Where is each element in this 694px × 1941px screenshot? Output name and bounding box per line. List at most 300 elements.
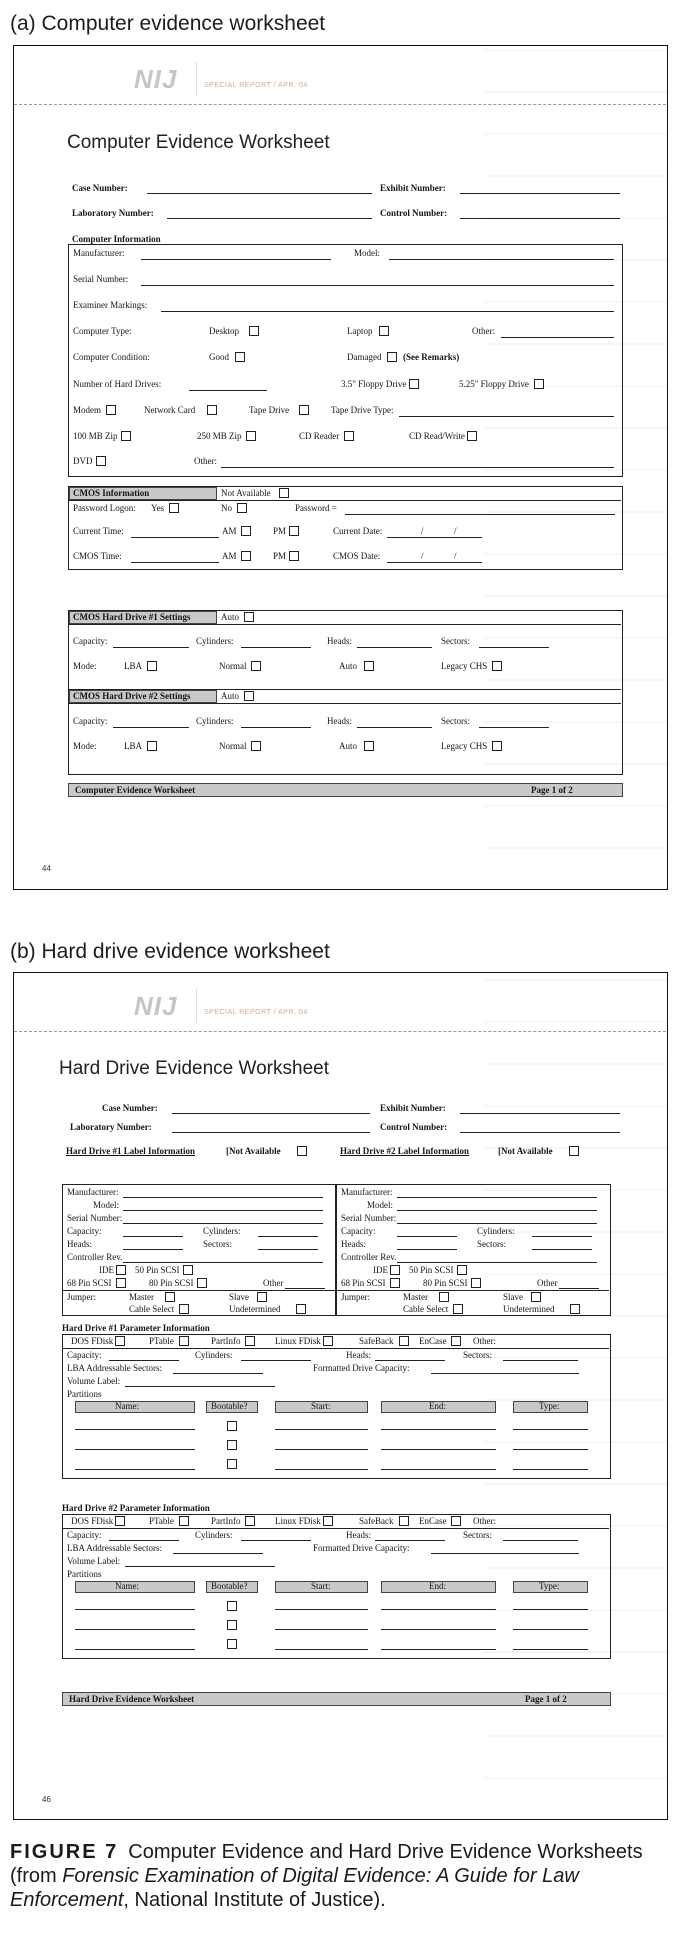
cmos-pm-checkbox[interactable]: [289, 551, 299, 561]
cmos-not-available-label: Not Available: [221, 488, 271, 498]
damaged-label: Damaged: [347, 352, 382, 362]
page-number: 46: [42, 1795, 51, 1804]
hd2-capacity-field[interactable]: [113, 727, 189, 728]
worksheet-title: Hard Drive Evidence Worksheet: [59, 1058, 329, 1079]
p2-sectors-field[interactable]: [503, 1540, 578, 1541]
hd1-cylinders-label: Cylinders:: [196, 636, 234, 646]
hd2-capacity-field[interactable]: [397, 1236, 457, 1237]
p2-encase-label: EnCase: [419, 1516, 447, 1526]
hd1-cylinders-label: Cylinders:: [203, 1226, 241, 1236]
hd2-normal-label: Normal: [219, 741, 247, 751]
p2-name-field[interactable]: [75, 1649, 195, 1650]
p2-end-field[interactable]: [381, 1649, 496, 1650]
cd-reader-label: CD Reader: [299, 431, 340, 441]
cmos-am-label: AM: [222, 551, 237, 561]
model-label: Model:: [354, 248, 380, 258]
hd1-serial-field[interactable]: [123, 1223, 323, 1224]
hd1-master-checkbox[interactable]: [165, 1292, 175, 1302]
p1-type-field[interactable]: [513, 1469, 588, 1470]
hd1-cylinders-field[interactable]: [258, 1236, 318, 1237]
p1-name-field[interactable]: [75, 1469, 195, 1470]
p1-end-field[interactable]: [381, 1449, 496, 1450]
hd2-undetermined-checkbox[interactable]: [570, 1304, 580, 1314]
hd2-slave-checkbox[interactable]: [531, 1292, 541, 1302]
hd2-cable-select-label: Cable Select: [403, 1304, 449, 1314]
hd2-serial-field[interactable]: [397, 1223, 597, 1224]
modem-checkbox[interactable]: [106, 405, 116, 415]
p1-bootable-header: Bootable?: [211, 1401, 248, 1411]
hd1-heads-label: Heads:: [327, 636, 352, 646]
p2-partinfo-label: PartInfo: [211, 1516, 241, 1526]
p1-volume-field[interactable]: [125, 1386, 275, 1387]
case-number-label: Case Number:: [72, 183, 128, 193]
p1-start-field[interactable]: [275, 1469, 368, 1470]
hd1-ide-checkbox[interactable]: [116, 1265, 126, 1275]
hd1-controller-field[interactable]: [123, 1262, 323, 1263]
p1-capacity-field[interactable]: [109, 1360, 179, 1361]
desktop-checkbox[interactable]: [249, 326, 259, 336]
control-number-field[interactable]: [460, 1132, 620, 1133]
p1-end-header: End:: [429, 1401, 446, 1411]
hd2-undetermined-label: Undetermined: [503, 1304, 555, 1314]
other-type-label: Other:: [472, 326, 495, 336]
current-pm-checkbox[interactable]: [289, 526, 299, 536]
p1-start-field[interactable]: [275, 1449, 368, 1450]
p1-bootable-checkbox[interactable]: [227, 1421, 237, 1431]
hd2-auto-checkbox[interactable]: [244, 691, 254, 701]
p1-dosfdisk-checkbox[interactable]: [115, 1336, 125, 1346]
password-logon-label: Password Logon:: [73, 503, 136, 513]
p2-sectors-label: Sectors:: [463, 1530, 492, 1540]
hd2-controller-field[interactable]: [397, 1262, 597, 1263]
serial-number-field[interactable]: [141, 285, 614, 286]
hd2-master-checkbox[interactable]: [439, 1292, 449, 1302]
p1-cylinders-field[interactable]: [241, 1360, 311, 1361]
hd2-auto-label: Auto: [221, 691, 239, 701]
other-type-field[interactable]: [501, 337, 614, 338]
hd1-capacity-label: Capacity:: [67, 1226, 102, 1236]
dvd-checkbox[interactable]: [96, 456, 106, 466]
p1-end-field[interactable]: [381, 1469, 496, 1470]
worksheet-footer: [62, 1692, 611, 1706]
hd1-manufacturer-field[interactable]: [123, 1197, 323, 1198]
laptop-checkbox[interactable]: [379, 326, 389, 336]
p2-type-field[interactable]: [513, 1629, 588, 1630]
cmos-am-checkbox[interactable]: [241, 551, 251, 561]
hd2-auto-mode-checkbox[interactable]: [364, 741, 374, 751]
p1-sectors-field[interactable]: [503, 1360, 578, 1361]
exhibit-number-label: Exhibit Number:: [380, 1103, 446, 1113]
hd1-not-available-label: [Not Available: [226, 1146, 281, 1156]
figure-label: FIGURE 7: [10, 1841, 119, 1863]
hd1-other-label: Other: [263, 1278, 284, 1288]
p1-name-field[interactable]: [75, 1429, 195, 1430]
date-separator: /: [454, 551, 457, 561]
floppy-35-label: 3.5" Floppy Drive: [341, 379, 407, 389]
p1-capacity-label: Capacity:: [67, 1350, 102, 1360]
cmos-time-label: CMOS Time:: [73, 551, 122, 561]
p2-bootable-header: Bootable?: [211, 1581, 248, 1591]
p2-formatted-label: Formatted Drive Capacity:: [313, 1543, 410, 1553]
hd1-slave-checkbox[interactable]: [257, 1292, 267, 1302]
p2-start-field[interactable]: [275, 1649, 368, 1650]
cd-reader-checkbox[interactable]: [344, 431, 354, 441]
special-report-label: SPECIAL REPORT / APR. 04: [204, 1009, 308, 1016]
computer-information-heading: Computer Information: [72, 234, 161, 244]
p2-capacity-field[interactable]: [109, 1540, 179, 1541]
hd1-model-label: Model:: [93, 1200, 119, 1210]
control-number-label: Control Number:: [380, 208, 448, 218]
p1-volume-label: Volume Label:: [67, 1376, 121, 1386]
damaged-checkbox[interactable]: [387, 352, 397, 362]
p1-heads-label: Heads:: [346, 1350, 371, 1360]
hd2-normal-checkbox[interactable]: [251, 741, 261, 751]
p2-other-label: Other:: [473, 1516, 496, 1526]
desktop-label: Desktop: [209, 326, 239, 336]
hd2-scsi80-checkbox[interactable]: [471, 1278, 481, 1288]
hd2-lba-checkbox[interactable]: [147, 741, 157, 751]
p2-end-field[interactable]: [381, 1629, 496, 1630]
footer-title: Hard Drive Evidence Worksheet: [69, 1694, 195, 1704]
footer-title: Computer Evidence Worksheet: [75, 785, 196, 795]
hd2-cable-select-checkbox[interactable]: [453, 1304, 463, 1314]
current-am-label: AM: [222, 526, 237, 536]
hd2-cylinders-label: Cylinders:: [196, 716, 234, 726]
p1-ptable-checkbox[interactable]: [179, 1336, 189, 1346]
manufacturer-label: Manufacturer:: [73, 248, 125, 258]
p1-formatted-field[interactable]: [431, 1373, 579, 1374]
laboratory-number-field[interactable]: [167, 218, 372, 219]
password-no-checkbox[interactable]: [237, 503, 247, 513]
model-field[interactable]: [389, 259, 614, 260]
examiner-markings-field[interactable]: [161, 311, 614, 312]
hd2-other-field[interactable]: [559, 1288, 599, 1289]
p2-name-field[interactable]: [75, 1629, 195, 1630]
hd1-jumper-label: Jumper:: [67, 1292, 96, 1302]
tape-drive-type-field[interactable]: [399, 416, 614, 417]
exhibit-number-field[interactable]: [460, 193, 620, 194]
password-no-label: No: [221, 503, 232, 513]
p2-volume-label: Volume Label:: [67, 1556, 121, 1566]
hd1-lba-label: LBA: [124, 661, 142, 671]
hd1-capacity-label: Capacity:: [73, 636, 108, 646]
p2-type-field[interactable]: [513, 1649, 588, 1650]
p2-start-header: Start:: [311, 1581, 331, 1591]
p2-end-field[interactable]: [381, 1609, 496, 1610]
hd1-ide-label: IDE: [99, 1265, 114, 1275]
hd2-scsi50-checkbox[interactable]: [457, 1265, 467, 1275]
p1-encase-checkbox[interactable]: [451, 1336, 461, 1346]
cmos-not-available-checkbox[interactable]: [279, 488, 289, 498]
p2-capacity-label: Capacity:: [67, 1530, 102, 1540]
p1-cylinders-label: Cylinders:: [195, 1350, 233, 1360]
p2-bootable-checkbox[interactable]: [227, 1620, 237, 1630]
nij-logo: NIJ: [134, 991, 178, 1021]
tape-drive-checkbox[interactable]: [299, 405, 309, 415]
hd2-cylinders-label: Cylinders:: [477, 1226, 515, 1236]
floppy-525-checkbox[interactable]: [534, 379, 544, 389]
hd1-cable-select-label: Cable Select: [129, 1304, 175, 1314]
floppy-525-label: 5.25" Floppy Drive: [459, 379, 529, 389]
hd1-manufacturer-label: Manufacturer:: [67, 1187, 119, 1197]
date-separator: /: [421, 526, 424, 536]
nij-logo: NIJ: [134, 64, 178, 94]
hd1-heads-field[interactable]: [123, 1249, 183, 1250]
zip-250-checkbox[interactable]: [246, 431, 256, 441]
hd2-sectors-label: Sectors:: [441, 716, 470, 726]
password-equals-label: Password =: [295, 503, 337, 513]
hd1-sectors-label: Sectors:: [203, 1239, 232, 1249]
cmos-information-heading: CMOS Information: [73, 488, 150, 498]
hd1-cable-select-checkbox[interactable]: [179, 1304, 189, 1314]
hd2-sectors-field[interactable]: [532, 1249, 592, 1250]
number-hard-drives-field[interactable]: [189, 390, 267, 391]
hd2-legacy-label: Legacy CHS: [441, 741, 488, 751]
hd2-jumper-label: Jumper:: [341, 1292, 370, 1302]
p1-safeback-checkbox[interactable]: [399, 1336, 409, 1346]
figure-source-title: Forensic Examination of Digital Evidence: A Guide for Law Enforcement: [10, 1865, 579, 1911]
hd2-sectors-field[interactable]: [479, 727, 549, 728]
current-pm-label: PM: [273, 526, 287, 536]
hd1-scsi68-checkbox[interactable]: [116, 1278, 126, 1288]
hd2-settings-heading: CMOS Hard Drive #2 Settings: [73, 691, 191, 701]
good-label: Good: [209, 352, 229, 362]
p2-name-field[interactable]: [75, 1609, 195, 1610]
hd2-model-field[interactable]: [397, 1210, 597, 1211]
hd1-auto-checkbox[interactable]: [244, 612, 254, 622]
laboratory-number-label: Laboratory Number:: [70, 1122, 152, 1132]
computer-condition-label: Computer Condition:: [73, 352, 150, 362]
p2-linux-checkbox[interactable]: [323, 1516, 333, 1526]
cmos-hard-drive-box: [68, 610, 623, 775]
p1-sectors-label: Sectors:: [463, 1350, 492, 1360]
hd2-cylinders-field[interactable]: [241, 727, 311, 728]
p2-dosfdisk-checkbox[interactable]: [115, 1516, 125, 1526]
p1-heads-field[interactable]: [375, 1360, 445, 1361]
control-number-label: Control Number:: [380, 1122, 448, 1132]
floppy-35-checkbox[interactable]: [409, 379, 419, 389]
p1-name-header: Name:: [115, 1401, 139, 1411]
hd2-sectors-label: Sectors:: [477, 1239, 506, 1249]
p1-bootable-checkbox[interactable]: [227, 1440, 237, 1450]
hd2-heads-field[interactable]: [397, 1249, 457, 1250]
p1-lba-field[interactable]: [173, 1373, 263, 1374]
special-report-label: SPECIAL REPORT / APR. 04: [204, 82, 308, 89]
p1-partinfo-label: PartInfo: [211, 1336, 241, 1346]
footer-page: Page 1 of 2: [525, 1694, 567, 1704]
p1-name-field[interactable]: [75, 1449, 195, 1450]
hd2-legacy-checkbox[interactable]: [492, 741, 502, 751]
tape-drive-label: Tape Drive: [249, 405, 290, 415]
current-am-checkbox[interactable]: [241, 526, 251, 536]
p1-type-field[interactable]: [513, 1429, 588, 1430]
p2-partitions-label: Partitions: [67, 1569, 102, 1579]
exhibit-number-label: Exhibit Number:: [380, 183, 446, 193]
p2-type-header: Type:: [539, 1581, 560, 1591]
hd2-manufacturer-field[interactable]: [397, 1197, 597, 1198]
hd1-other-field[interactable]: [285, 1288, 325, 1289]
p1-end-field[interactable]: [381, 1429, 496, 1430]
hd1-lba-checkbox[interactable]: [147, 661, 157, 671]
hd1-settings-heading: CMOS Hard Drive #1 Settings: [73, 612, 191, 622]
hd1-sectors-field[interactable]: [479, 647, 549, 648]
hd1-scsi50-checkbox[interactable]: [183, 1265, 193, 1275]
p2-end-header: End:: [429, 1581, 446, 1591]
hd2-cylinders-field[interactable]: [532, 1236, 592, 1237]
cmos-time-field[interactable]: [131, 562, 219, 563]
hd1-sectors-field[interactable]: [258, 1249, 318, 1250]
p1-partinfo-checkbox[interactable]: [245, 1336, 255, 1346]
p2-volume-field[interactable]: [125, 1566, 275, 1567]
p2-lba-field[interactable]: [173, 1553, 263, 1554]
hd2-mode-label: Mode:: [73, 741, 97, 751]
figure-text-pre: Computer Evidence and Hard Drive Evidence Worksheets (from: [10, 1841, 643, 1887]
hd1-serial-label: Serial Number:: [67, 1213, 123, 1223]
worksheet-title: Computer Evidence Worksheet: [67, 132, 330, 153]
hd2-controller-label: Controller Rev.: [341, 1252, 397, 1262]
p2-safeback-checkbox[interactable]: [399, 1516, 409, 1526]
p1-encase-label: EnCase: [419, 1336, 447, 1346]
network-card-checkbox[interactable]: [207, 405, 217, 415]
hd2-auto-mode-label: Auto: [339, 741, 357, 751]
good-checkbox[interactable]: [235, 352, 245, 362]
hd2-not-available-checkbox[interactable]: [569, 1146, 579, 1156]
hd1-scsi68-label: 68 Pin SCSI: [67, 1278, 112, 1288]
hd1-cylinders-field[interactable]: [241, 647, 311, 648]
hd2-capacity-label: Capacity:: [341, 1226, 376, 1236]
hd1-parameter-box: [62, 1334, 611, 1479]
hd2-parameter-box: [62, 1514, 611, 1659]
cd-readwrite-checkbox[interactable]: [467, 431, 477, 441]
p2-heads-field[interactable]: [375, 1540, 445, 1541]
hd1-capacity-field[interactable]: [113, 647, 189, 648]
hd1-undetermined-checkbox[interactable]: [296, 1304, 306, 1314]
modem-label: Modem: [73, 405, 101, 415]
hd2-scsi68-checkbox[interactable]: [390, 1278, 400, 1288]
zip-100-checkbox[interactable]: [121, 431, 131, 441]
p1-lba-label: LBA Addressable Sectors:: [67, 1363, 162, 1373]
hd2-capacity-label: Capacity:: [73, 716, 108, 726]
p2-start-field[interactable]: [275, 1609, 368, 1610]
hd2-ide-checkbox[interactable]: [390, 1265, 400, 1275]
tape-drive-type-label: Tape Drive Type:: [331, 405, 394, 415]
current-time-field[interactable]: [131, 537, 219, 538]
p1-start-field[interactable]: [275, 1429, 368, 1430]
hd2-ide-label: IDE: [373, 1265, 388, 1275]
number-hard-drives-label: Number of Hard Drives:: [73, 379, 162, 389]
hd2-master-label: Master: [403, 1292, 428, 1302]
p1-other-label: Other:: [473, 1336, 496, 1346]
caption-a: (a) Computer evidence worksheet: [10, 12, 326, 35]
hard-drive-evidence-worksheet: [13, 972, 668, 1820]
figure-text-post: , National Institute of Justice).: [123, 1889, 386, 1911]
password-yes-checkbox[interactable]: [169, 503, 179, 513]
network-card-label: Network Card: [144, 405, 196, 415]
hd1-undetermined-label: Undetermined: [229, 1304, 281, 1314]
hd1-mode-label: Mode:: [73, 661, 97, 671]
laptop-label: Laptop: [347, 326, 373, 336]
p1-linux-checkbox[interactable]: [323, 1336, 333, 1346]
p1-start-header: Start:: [311, 1401, 331, 1411]
current-date-field[interactable]: [387, 537, 482, 538]
hd1-auto-mode-checkbox[interactable]: [364, 661, 374, 671]
p1-partitions-label: Partitions: [67, 1389, 102, 1399]
p2-formatted-field[interactable]: [431, 1553, 579, 1554]
other-device-label: Other:: [194, 456, 217, 466]
hd2-serial-label: Serial Number:: [341, 1213, 397, 1223]
dvd-label: DVD: [73, 456, 93, 466]
p2-start-field[interactable]: [275, 1629, 368, 1630]
computer-information-box: [68, 244, 623, 477]
case-number-field[interactable]: [147, 193, 372, 194]
cmos-date-field[interactable]: [387, 562, 482, 563]
serial-number-label: Serial Number:: [73, 274, 129, 284]
zip-100-label: 100 MB Zip: [73, 431, 118, 441]
computer-type-label: Computer Type:: [73, 326, 132, 336]
hd2-heads-field[interactable]: [357, 727, 432, 728]
hd1-legacy-label: Legacy CHS: [441, 661, 488, 671]
p1-bootable-checkbox[interactable]: [227, 1459, 237, 1469]
hd2-label-heading: Hard Drive #2 Label Information: [340, 1146, 469, 1156]
p1-dosfdisk-label: DOS FDisk: [71, 1336, 114, 1346]
p1-linux-label: Linux FDisk: [275, 1336, 321, 1346]
laboratory-number-field[interactable]: [172, 1132, 370, 1133]
cmos-information-box: [68, 486, 623, 570]
manufacturer-field[interactable]: [141, 259, 331, 260]
p2-ptable-checkbox[interactable]: [179, 1516, 189, 1526]
control-number-field[interactable]: [460, 218, 620, 219]
p2-cylinders-field[interactable]: [241, 1540, 311, 1541]
hd1-not-available-checkbox[interactable]: [297, 1146, 307, 1156]
hd1-legacy-checkbox[interactable]: [492, 661, 502, 671]
password-field[interactable]: [345, 514, 615, 515]
p2-type-field[interactable]: [513, 1609, 588, 1610]
hd1-sectors-label: Sectors:: [441, 636, 470, 646]
p2-partinfo-checkbox[interactable]: [245, 1516, 255, 1526]
hd1-heads-field[interactable]: [357, 647, 432, 648]
p2-cylinders-label: Cylinders:: [195, 1530, 233, 1540]
hd1-model-field[interactable]: [123, 1210, 323, 1211]
p1-ptable-label: PTable: [149, 1336, 174, 1346]
cd-readwrite-label: CD Read/Write: [409, 431, 465, 441]
p2-bootable-checkbox[interactable]: [227, 1639, 237, 1649]
p2-heads-label: Heads:: [346, 1530, 371, 1540]
hd1-capacity-field[interactable]: [123, 1236, 183, 1237]
hd1-scsi80-checkbox[interactable]: [197, 1278, 207, 1288]
page-number: 44: [42, 864, 51, 873]
p1-type-header: Type:: [539, 1401, 560, 1411]
hd1-slave-label: Slave: [229, 1292, 249, 1302]
exhibit-number-field[interactable]: [460, 1113, 620, 1114]
p2-encase-checkbox[interactable]: [451, 1516, 461, 1526]
examiner-markings-label: Examiner Markings:: [73, 300, 148, 310]
hd1-master-label: Master: [129, 1292, 154, 1302]
laboratory-number-label: Laboratory Number:: [72, 208, 154, 218]
worksheet-footer: [68, 783, 623, 797]
p2-bootable-checkbox[interactable]: [227, 1601, 237, 1611]
current-date-label: Current Date:: [333, 526, 383, 536]
p2-linux-label: Linux FDisk: [275, 1516, 321, 1526]
date-separator: /: [421, 551, 424, 561]
p1-type-field[interactable]: [513, 1449, 588, 1450]
hd1-controller-label: Controller Rev.: [67, 1252, 123, 1262]
hd2-manufacturer-label: Manufacturer:: [341, 1187, 393, 1197]
other-device-field[interactable]: [221, 467, 614, 468]
hd1-normal-checkbox[interactable]: [251, 661, 261, 671]
hd1-label-box: [62, 1184, 336, 1316]
p2-dosfdisk-label: DOS FDisk: [71, 1516, 114, 1526]
case-number-field[interactable]: [172, 1113, 370, 1114]
